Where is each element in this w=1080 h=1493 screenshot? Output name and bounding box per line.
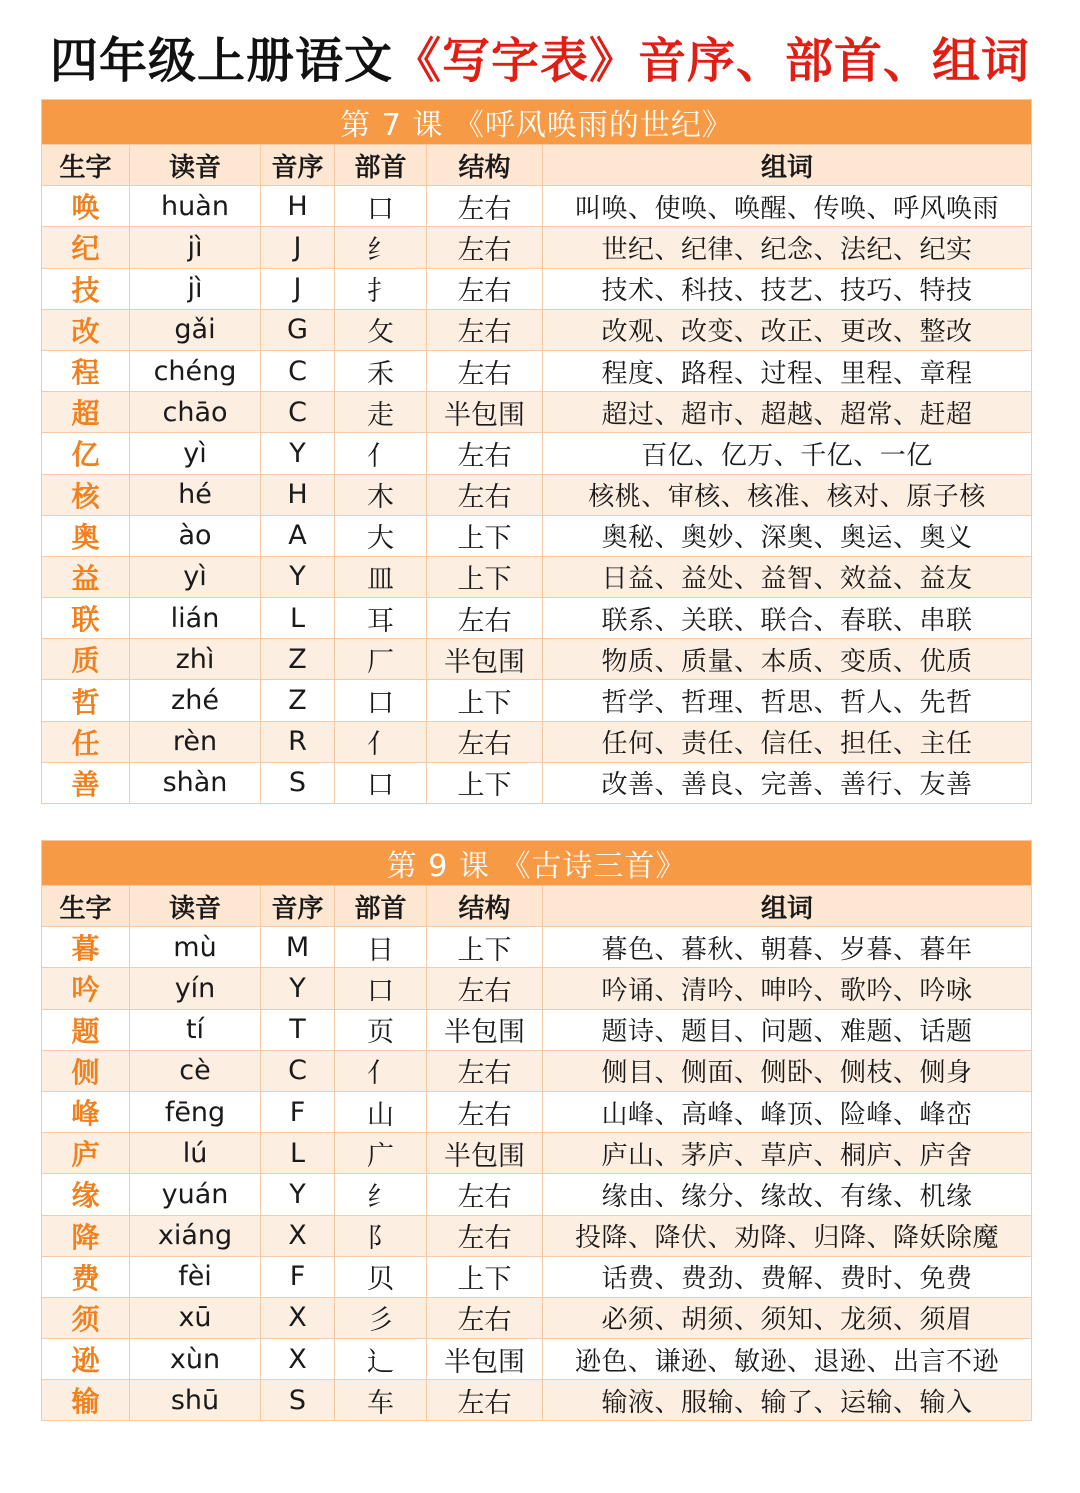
pronunciation-cell: cè: [130, 1050, 261, 1091]
words-cell: 百亿、亿万、千亿、一亿: [543, 433, 1032, 474]
table-row: [42, 474, 1032, 515]
radical-cell: 大: [335, 515, 427, 556]
structure-cell: 左右: [427, 433, 543, 474]
initial-cell: H: [261, 474, 335, 515]
words-cell: 叫唤、使唤、唤醒、传唤、呼风唤雨: [543, 186, 1032, 227]
header-radical: 部首: [335, 886, 427, 927]
radical-cell: 口: [335, 680, 427, 721]
radical-cell: 扌: [335, 268, 427, 309]
table-row: [42, 556, 1032, 597]
pronunciation-cell: xùn: [130, 1339, 261, 1380]
radical-cell: 纟: [335, 1174, 427, 1215]
character-cell: 缘: [42, 1174, 130, 1215]
lesson-banner: 第 9 课 《古诗三首》: [42, 841, 1032, 886]
header-character: 生字: [42, 886, 130, 927]
words-cell: 联系、关联、联合、春联、串联: [543, 598, 1032, 639]
table-row: [42, 598, 1032, 639]
structure-cell: 左右: [427, 721, 543, 762]
radical-cell: 攵: [335, 309, 427, 350]
table-row: [42, 1091, 1032, 1132]
character-cell: 技: [42, 268, 130, 309]
structure-cell: 左右: [427, 598, 543, 639]
radical-cell: 厂: [335, 639, 427, 680]
pronunciation-cell: yuán: [130, 1174, 261, 1215]
character-cell: 奥: [42, 515, 130, 556]
words-cell: 日益、益处、益智、效益、益友: [543, 556, 1032, 597]
words-cell: 哲学、哲理、哲思、哲人、先哲: [543, 680, 1032, 721]
initial-cell: Z: [261, 680, 335, 721]
words-cell: 改善、善良、完善、善行、友善: [543, 762, 1032, 803]
table-row: [42, 1256, 1032, 1297]
words-cell: 技术、科技、技艺、技巧、特技: [543, 268, 1032, 309]
radical-cell: 亻: [335, 1050, 427, 1091]
character-cell: 吟: [42, 968, 130, 1009]
page-title: [0, 22, 1080, 91]
table-row: [42, 721, 1032, 762]
initial-cell: T: [261, 1009, 335, 1050]
character-cell: 超: [42, 392, 130, 433]
character-cell: 益: [42, 556, 130, 597]
initial-cell: X: [261, 1297, 335, 1338]
pronunciation-cell: fèi: [130, 1256, 261, 1297]
table-row: [42, 1297, 1032, 1338]
character-cell: 核: [42, 474, 130, 515]
radical-cell: 木: [335, 474, 427, 515]
character-cell: 峰: [42, 1091, 130, 1132]
table-row: [42, 1174, 1032, 1215]
radical-cell: 山: [335, 1091, 427, 1132]
initial-cell: C: [261, 392, 335, 433]
page-title-topic: 《写字表》音序、部首、组词: [393, 33, 1031, 89]
table-row: [42, 227, 1032, 268]
table-row: [42, 968, 1032, 1009]
initial-cell: A: [261, 515, 335, 556]
character-cell: 善: [42, 762, 130, 803]
initial-cell: F: [261, 1256, 335, 1297]
initial-cell: R: [261, 721, 335, 762]
words-cell: 逊色、谦逊、敏逊、退逊、出言不逊: [543, 1339, 1032, 1380]
initial-cell: Y: [261, 1174, 335, 1215]
pronunciation-cell: lián: [130, 598, 261, 639]
table-row: [42, 1215, 1032, 1256]
pronunciation-cell: shū: [130, 1380, 261, 1421]
table-row: [42, 639, 1032, 680]
initial-cell: X: [261, 1215, 335, 1256]
initial-cell: X: [261, 1339, 335, 1380]
words-cell: 物质、质量、本质、变质、优质: [543, 639, 1032, 680]
pronunciation-cell: lú: [130, 1133, 261, 1174]
structure-cell: 半包围: [427, 1009, 543, 1050]
lesson-7-body: [42, 186, 1032, 804]
words-cell: 吟诵、清吟、呻吟、歌吟、吟咏: [543, 968, 1032, 1009]
structure-cell: 左右: [427, 1297, 543, 1338]
radical-cell: 彡: [335, 1297, 427, 1338]
pronunciation-cell: xiáng: [130, 1215, 261, 1256]
initial-cell: G: [261, 309, 335, 350]
character-cell: 质: [42, 639, 130, 680]
lesson-9-body: [42, 927, 1032, 1421]
pronunciation-cell: rèn: [130, 721, 261, 762]
structure-cell: 半包围: [427, 392, 543, 433]
radical-cell: 页: [335, 1009, 427, 1050]
table-row: [42, 762, 1032, 803]
words-cell: 侧目、侧面、侧卧、侧枝、侧身: [543, 1050, 1032, 1091]
initial-cell: H: [261, 186, 335, 227]
pronunciation-cell: shàn: [130, 762, 261, 803]
pronunciation-cell: jì: [130, 268, 261, 309]
words-cell: 世纪、纪律、纪念、法纪、纪实: [543, 227, 1032, 268]
table-row: [42, 186, 1032, 227]
table-row: [42, 350, 1032, 391]
words-cell: 必须、胡须、须知、龙须、须眉: [543, 1297, 1032, 1338]
words-cell: 核桃、审核、核准、核对、原子核: [543, 474, 1032, 515]
table-row: [42, 927, 1032, 968]
table-header-row: [42, 886, 1032, 927]
initial-cell: L: [261, 1133, 335, 1174]
radical-cell: 亻: [335, 433, 427, 474]
words-cell: 超过、超市、超越、超常、赶超: [543, 392, 1032, 433]
radical-cell: 口: [335, 762, 427, 803]
words-cell: 程度、路程、过程、里程、章程: [543, 350, 1032, 391]
pronunciation-cell: huàn: [130, 186, 261, 227]
radical-cell: 贝: [335, 1256, 427, 1297]
pronunciation-cell: mù: [130, 927, 261, 968]
structure-cell: 左右: [427, 474, 543, 515]
character-cell: 输: [42, 1380, 130, 1421]
structure-cell: 左右: [427, 186, 543, 227]
initial-cell: M: [261, 927, 335, 968]
initial-cell: L: [261, 598, 335, 639]
words-cell: 缘由、缘分、缘故、有缘、机缘: [543, 1174, 1032, 1215]
structure-cell: 半包围: [427, 1133, 543, 1174]
initial-cell: S: [261, 762, 335, 803]
table-row: [42, 392, 1032, 433]
lesson-banner: 第 7 课 《呼风唤雨的世纪》: [42, 100, 1032, 145]
header-radical: 部首: [335, 145, 427, 186]
structure-cell: 左右: [427, 1091, 543, 1132]
table-row: [42, 1339, 1032, 1380]
structure-cell: 左右: [427, 968, 543, 1009]
structure-cell: 上下: [427, 556, 543, 597]
radical-cell: 口: [335, 186, 427, 227]
initial-cell: Z: [261, 639, 335, 680]
structure-cell: 半包围: [427, 1339, 543, 1380]
pronunciation-cell: fēng: [130, 1091, 261, 1132]
lesson-7-table: [41, 99, 1032, 804]
header-structure: 结构: [427, 145, 543, 186]
initial-cell: J: [261, 268, 335, 309]
character-cell: 庐: [42, 1133, 130, 1174]
pronunciation-cell: ào: [130, 515, 261, 556]
initial-cell: C: [261, 1050, 335, 1091]
initial-cell: S: [261, 1380, 335, 1421]
character-cell: 须: [42, 1297, 130, 1338]
words-cell: 投降、降伏、劝降、归降、降妖除魔: [543, 1215, 1032, 1256]
structure-cell: 上下: [427, 927, 543, 968]
structure-cell: 左右: [427, 1380, 543, 1421]
structure-cell: 左右: [427, 268, 543, 309]
structure-cell: 上下: [427, 1256, 543, 1297]
structure-cell: 左右: [427, 227, 543, 268]
radical-cell: 禾: [335, 350, 427, 391]
pronunciation-cell: xū: [130, 1297, 261, 1338]
pronunciation-cell: chéng: [130, 350, 261, 391]
structure-cell: 上下: [427, 515, 543, 556]
words-cell: 庐山、茅庐、草庐、桐庐、庐舍: [543, 1133, 1032, 1174]
structure-cell: 左右: [427, 350, 543, 391]
radical-cell: 走: [335, 392, 427, 433]
initial-cell: C: [261, 350, 335, 391]
header-pronunciation: 读音: [130, 886, 261, 927]
header-character: 生字: [42, 145, 130, 186]
initial-cell: F: [261, 1091, 335, 1132]
table-row: [42, 1009, 1032, 1050]
words-cell: 题诗、题目、问题、难题、话题: [543, 1009, 1032, 1050]
words-cell: 改观、改变、改正、更改、整改: [543, 309, 1032, 350]
pronunciation-cell: zhì: [130, 639, 261, 680]
radical-cell: 亻: [335, 721, 427, 762]
character-cell: 程: [42, 350, 130, 391]
header-structure: 结构: [427, 886, 543, 927]
pronunciation-cell: yín: [130, 968, 261, 1009]
character-cell: 逊: [42, 1339, 130, 1380]
table-row: [42, 1133, 1032, 1174]
page-title-grade: 四年级上册语文: [49, 33, 393, 89]
table-row: [42, 680, 1032, 721]
structure-cell: 左右: [427, 1050, 543, 1091]
initial-cell: J: [261, 227, 335, 268]
words-cell: 暮色、暮秋、朝暮、岁暮、暮年: [543, 927, 1032, 968]
words-cell: 奥秘、奥妙、深奥、奥运、奥义: [543, 515, 1032, 556]
table-row: [42, 1050, 1032, 1091]
radical-cell: 耳: [335, 598, 427, 639]
structure-cell: 上下: [427, 762, 543, 803]
header-pronunciation: 读音: [130, 145, 261, 186]
pronunciation-cell: jì: [130, 227, 261, 268]
header-words: 组词: [543, 145, 1032, 186]
character-cell: 降: [42, 1215, 130, 1256]
radical-cell: 皿: [335, 556, 427, 597]
table-row: [42, 433, 1032, 474]
radical-cell: 纟: [335, 227, 427, 268]
words-cell: 山峰、高峰、峰顶、险峰、峰峦: [543, 1091, 1032, 1132]
character-cell: 题: [42, 1009, 130, 1050]
table-row: [42, 1380, 1032, 1421]
initial-cell: Y: [261, 433, 335, 474]
table-row: [42, 515, 1032, 556]
character-cell: 改: [42, 309, 130, 350]
structure-cell: 半包围: [427, 639, 543, 680]
character-cell: 哲: [42, 680, 130, 721]
words-cell: 话费、费劲、费解、费时、免费: [543, 1256, 1032, 1297]
initial-cell: Y: [261, 556, 335, 597]
structure-cell: 左右: [427, 309, 543, 350]
words-cell: 输液、服输、输了、运输、输入: [543, 1380, 1032, 1421]
header-words: 组词: [543, 886, 1032, 927]
header-initial: 音序: [261, 145, 335, 186]
table-row: [42, 309, 1032, 350]
radical-cell: 阝: [335, 1215, 427, 1256]
character-cell: 纪: [42, 227, 130, 268]
radical-cell: 日: [335, 927, 427, 968]
radical-cell: 辶: [335, 1339, 427, 1380]
structure-cell: 上下: [427, 680, 543, 721]
words-cell: 任何、责任、信任、担任、主任: [543, 721, 1032, 762]
pronunciation-cell: yì: [130, 556, 261, 597]
radical-cell: 车: [335, 1380, 427, 1421]
character-cell: 唤: [42, 186, 130, 227]
header-initial: 音序: [261, 886, 335, 927]
table-header-row: [42, 145, 1032, 186]
character-cell: 侧: [42, 1050, 130, 1091]
character-cell: 任: [42, 721, 130, 762]
pronunciation-cell: hé: [130, 474, 261, 515]
structure-cell: 左右: [427, 1174, 543, 1215]
character-cell: 费: [42, 1256, 130, 1297]
table-row: [42, 268, 1032, 309]
radical-cell: 口: [335, 968, 427, 1009]
initial-cell: Y: [261, 968, 335, 1009]
radical-cell: 广: [335, 1133, 427, 1174]
pronunciation-cell: yì: [130, 433, 261, 474]
pronunciation-cell: zhé: [130, 680, 261, 721]
structure-cell: 左右: [427, 1215, 543, 1256]
character-cell: 亿: [42, 433, 130, 474]
pronunciation-cell: chāo: [130, 392, 261, 433]
pronunciation-cell: tí: [130, 1009, 261, 1050]
lesson-9-table: [41, 840, 1032, 1421]
pronunciation-cell: gǎi: [130, 309, 261, 350]
character-cell: 联: [42, 598, 130, 639]
character-cell: 暮: [42, 927, 130, 968]
